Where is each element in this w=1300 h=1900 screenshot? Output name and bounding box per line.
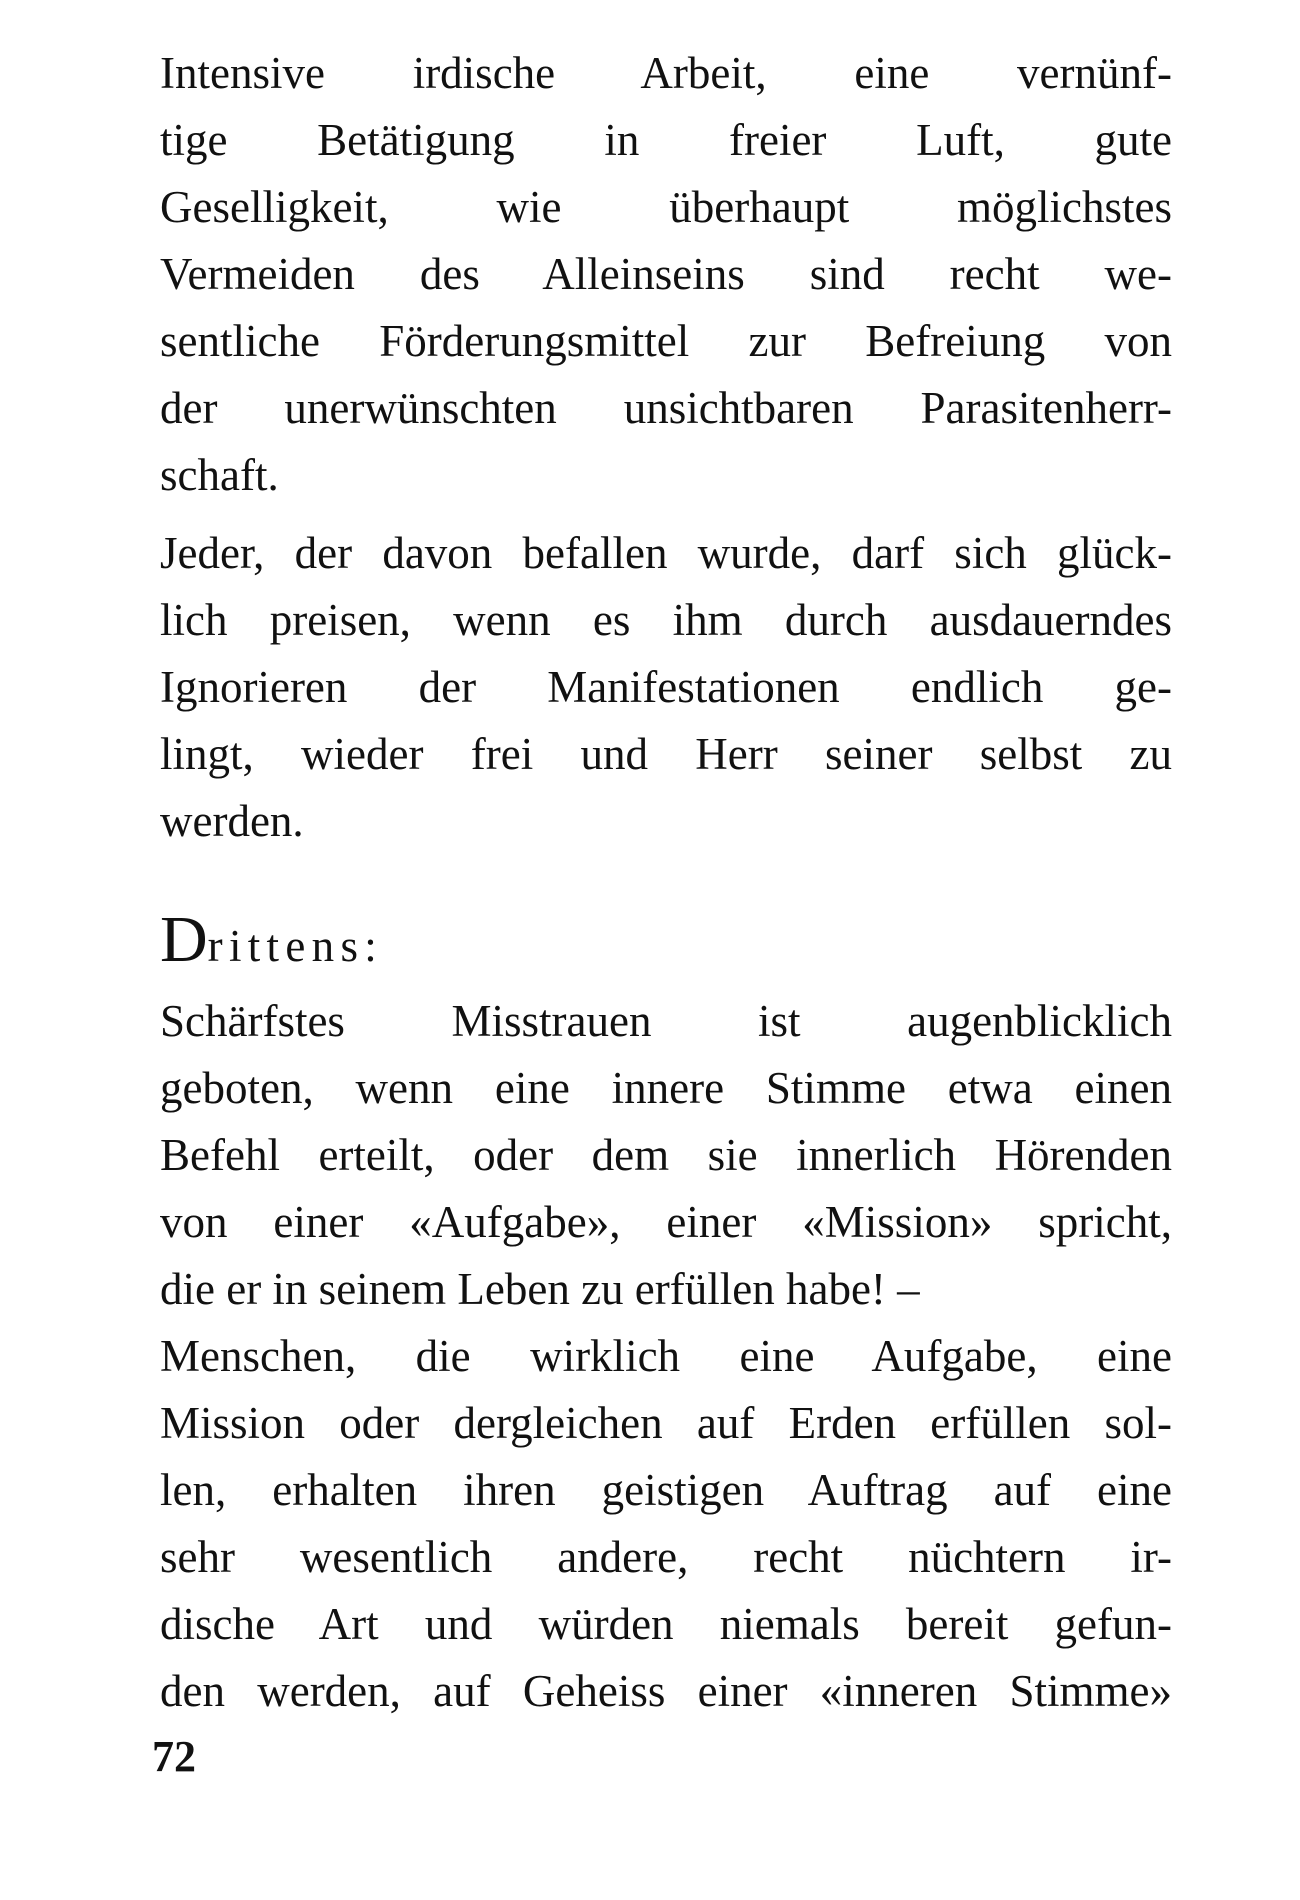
paragraph-1 (160, 40, 1172, 509)
paragraph-line: len, erhalten ihren geistigen Auftrag auf eine (160, 1465, 1172, 1515)
paragraph-line: sentliche Förderungsmittel zur Befreiung von (160, 316, 1172, 366)
section-heading (160, 903, 1172, 976)
paragraph-line: Mission oder dergleichen auf Erden erfüllen sol- (160, 1398, 1172, 1448)
paragraph-line: Ignorieren der Manifestationen endlich ge- (160, 662, 1172, 712)
paragraph-line: Geselligkeit, wie überhaupt möglichstes (160, 182, 1172, 232)
paragraph-line: den werden, auf Geheiss einer «inneren Stimme» (160, 1666, 1172, 1716)
paragraph-line: lingt, wieder frei und Herr seiner selbst zu (160, 729, 1172, 779)
paragraph-line: der unerwünschten unsichtbaren Parasitenherr- (160, 383, 1172, 433)
paragraph-line: die er in seinem Leben zu erfüllen habe! – (160, 1264, 920, 1314)
heading-rest: rittens: (207, 921, 384, 971)
paragraph-line: schaft. (160, 450, 279, 500)
paragraph-line: Vermeiden des Alleinseins sind recht we- (160, 249, 1172, 299)
paragraph-3 (160, 988, 1172, 1323)
paragraph-4 (160, 1323, 1172, 1725)
paragraph-line: geboten, wenn eine innere Stimme etwa einen (160, 1063, 1172, 1113)
section-heading-text (160, 903, 1172, 976)
paragraph-line: Jeder, der davon befallen wurde, darf sich glück- (160, 528, 1172, 578)
paragraph-line: Menschen, die wirklich eine Aufgabe, eine (160, 1331, 1172, 1381)
heading-initial: D (160, 903, 208, 976)
paragraph-2 (160, 520, 1172, 855)
paragraph-line: werden. (160, 796, 304, 846)
paragraph-line: sehr wesentlich andere, recht nüchtern ir- (160, 1532, 1172, 1582)
paragraph-line: dische Art und würden niemals bereit gefun- (160, 1599, 1172, 1649)
paragraph-line: lich preisen, wenn es ihm durch ausdauerndes (160, 595, 1172, 645)
paragraph-line: Intensive irdische Arbeit, eine vernünf- (160, 48, 1172, 98)
paragraph-line: von einer «Aufgabe», einer «Mission» spricht, (160, 1197, 1172, 1247)
page-number: 72 (152, 1732, 196, 1781)
paragraph-line: tige Betätigung in freier Luft, gute (160, 115, 1172, 165)
paragraph-line: Befehl erteilt, oder dem sie innerlich Hörenden (160, 1130, 1172, 1180)
paragraph-line: Schärfstes Misstrauen ist augenblicklich (160, 996, 1172, 1046)
